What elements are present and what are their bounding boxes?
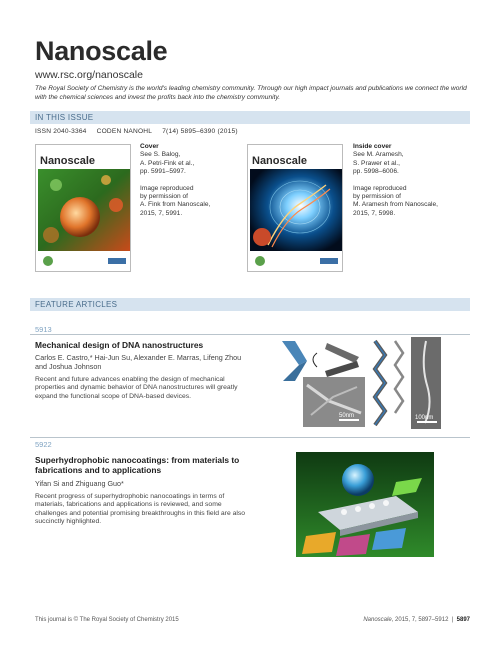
cover-permission: 2015, 7, 5998. bbox=[353, 209, 396, 217]
inside-cover-heading: Inside cover bbox=[353, 143, 392, 150]
cover-line: See S. Balog, bbox=[140, 151, 181, 159]
in-this-issue-bar bbox=[30, 111, 470, 124]
cover-line: pp. 5991–5997. bbox=[140, 168, 186, 176]
article-title[interactable]: Superhydrophobic nanocoatings: from materials to fabrications and to applications bbox=[35, 455, 240, 475]
cover-caption bbox=[140, 143, 245, 218]
feature-articles-label: FEATURE ARTICLES bbox=[35, 299, 118, 309]
cover-permission: Image reproduced bbox=[140, 184, 194, 192]
superhydrophobic-art bbox=[296, 452, 434, 557]
in-this-issue-label: IN THIS ISSUE bbox=[35, 112, 94, 122]
cover-line: See M. Aramesh, bbox=[353, 151, 404, 159]
cover-line: S. Prawer et al., bbox=[353, 159, 400, 167]
scale-bar-label-b: 100nm bbox=[415, 415, 434, 421]
issn: ISSN 2040-3364 bbox=[35, 128, 87, 135]
cover-permission: 2015, 7, 5991. bbox=[140, 209, 183, 217]
cover-permission: by permission of bbox=[353, 193, 402, 201]
superhydrophobic-graphic[interactable] bbox=[296, 452, 434, 557]
feature-articles-bar bbox=[30, 298, 470, 311]
cover-line: A. Petri-Fink et al., bbox=[140, 159, 195, 167]
cover-image[interactable] bbox=[35, 144, 131, 272]
journal-url[interactable]: www.rsc.org/nanoscale bbox=[35, 69, 143, 81]
cover-thumb-title: Nanoscale bbox=[40, 155, 96, 167]
article-authors: Carlos E. Castro,* Hai-Jun Su, Alexander E. Marras, Lifeng Zhou and Joshua Johnson bbox=[35, 353, 242, 371]
inside-cover-thumb-title: Nanoscale bbox=[252, 155, 308, 167]
dna-graphic-art bbox=[277, 335, 443, 431]
volume-info: 7(14) 5895–6390 (2015) bbox=[162, 128, 238, 135]
article-title[interactable]: Mechanical design of DNA nanostructures bbox=[35, 340, 204, 350]
cover-permission: Image reproduced bbox=[353, 184, 407, 192]
cover-permission: A. Fink from Nanoscale, bbox=[140, 201, 211, 209]
inside-cover-caption bbox=[353, 143, 458, 218]
dna-nanostructure-graphic[interactable] bbox=[277, 335, 443, 431]
article-page-number[interactable]: 5913 bbox=[35, 325, 52, 334]
footer-journal: Nanoscale bbox=[363, 617, 392, 623]
cover-permission: M. Aramesh from Nanoscale, bbox=[353, 201, 439, 209]
scale-bar-label-a: 50nm bbox=[339, 413, 355, 419]
cover-heading: Cover bbox=[140, 143, 159, 150]
article-abstract: Recent progress of superhydrophobic nanocoatings in terms of materials, fabrications and applications is reviewed, and some challenges and potential promising breakthroughs in this field are also succinctly highlighted. bbox=[35, 493, 246, 526]
article-page-number[interactable]: 5922 bbox=[35, 440, 52, 449]
issn-line bbox=[35, 128, 246, 135]
copyright-footer: This journal is © The Royal Society of Chemistry 2015 bbox=[35, 617, 179, 623]
cover-permission: by permission of bbox=[140, 193, 189, 201]
coden: CODEN NANOHL bbox=[96, 128, 153, 135]
citation-footer: Nanoscale, 2015, 7, 5897–5912 | 5897 bbox=[363, 617, 470, 623]
cover-line: pp. 5998–6006. bbox=[353, 168, 399, 176]
article-authors: Yifan Si and Zhiguang Guo* bbox=[35, 479, 124, 488]
inside-cover-image[interactable] bbox=[247, 144, 343, 272]
rsc-blurb: The Royal Society of Chemistry is the world's leading chemistry community. Through our high impact journals and publications we connect the world with the chemical sciences and invest the profits back into the chemistry community. bbox=[35, 85, 467, 101]
article-abstract: Recent and future advances enabling the design of mechanical properties and dynamic behavior of DNA nanostructures will greatly expand the functional scope of DNA-based devices. bbox=[35, 376, 238, 400]
journal-title: Nanoscale bbox=[35, 36, 168, 66]
footer-page-number: 5897 bbox=[456, 617, 470, 623]
footer-citation: , 2015, 7, 5897–5912 bbox=[391, 617, 449, 623]
article-divider bbox=[30, 437, 470, 438]
